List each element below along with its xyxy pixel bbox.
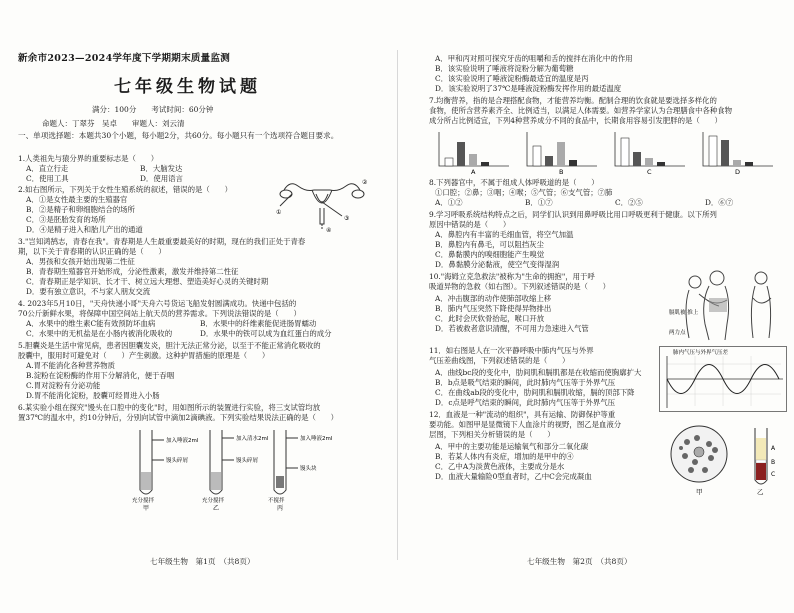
q1-stem: 1.人类祖先与猿分界的重要标志是（ ） — [18, 154, 159, 163]
pressure-curve-chart — [659, 346, 787, 412]
q3-option-a[interactable]: A．男孩和女孩开始出现第二性征 — [26, 257, 135, 266]
heimlich-label-1: 膈肌被 推上 — [669, 310, 699, 316]
exam-meta-authors: 命题人：丁翠芬 吴卓 审题人：刘云清 — [42, 119, 185, 128]
q2-option-a[interactable]: A．①是女性最主要的生殖器官 — [26, 195, 128, 204]
q9-stem-2: 原因中错误的是（ ） — [429, 220, 511, 229]
tube-1-block-label: 馒头碎屑 — [166, 458, 189, 464]
q11-stem-2: 气压差曲线图，下列叙述错误的是（ ） — [429, 356, 570, 365]
q4-option-b[interactable]: B．水果中的纤维素能促进肠胃蠕动 — [200, 319, 317, 328]
q10-option-b[interactable]: B．肺内气压突然下降使得异物排出 — [435, 304, 552, 313]
q12-option-b[interactable]: B．若某人体内有炎症，增加的是甲中的④ — [435, 452, 574, 461]
uterus-diagram — [276, 176, 368, 232]
q7-stem-2: 食物，使所含营养素齐全、比例适当，以满足人体需要。如营养学家认为合理膳食中各种食物 — [429, 106, 733, 115]
q6-option-a[interactable]: A．甲和丙对照可探究牙齿的咀嚼和舌的搅拌在消化中的作用 — [435, 54, 633, 63]
page-2-footer: 七年级生物 第2页 （共8页） — [527, 557, 632, 566]
tube-1-label: 加入唾液2ml — [166, 438, 199, 444]
q8-option-a[interactable]: A．①② — [435, 198, 463, 207]
q10-stem: 10."海姆立克急救法"被称为"生命的拥抱"，用于呼 — [429, 272, 595, 281]
q3-option-d[interactable]: D．要有独立意识，不与家人朋友交流 — [26, 287, 151, 296]
pressure-chart-title: 肺内气压与外界气压差 — [673, 350, 729, 356]
q1-option-d[interactable]: D．使用语言 — [140, 174, 183, 183]
q4-stem-2: 70公斤新鲜水果，将保障中国空间站上航天员的营养需求。下列说法错误的是（ ） — [18, 309, 301, 318]
heimlich-illustration — [669, 268, 787, 342]
q11-option-a[interactable]: A．曲线bc段的变化中，肋间肌和膈肌都是在收缩而使胸廓扩大 — [435, 368, 642, 377]
q9-option-b[interactable]: B．鼻腔内有鼻毛，可以阻挡灰尘 — [435, 240, 544, 249]
q4-stem: 4. 2023年5月10日，"天舟快递小哥"天舟六号货运飞船发射圆满成功。快递中包括的 — [18, 299, 297, 308]
q6-stem-2: 置37℃的温水中，约10分钟后，分别向试管中滴加2滴碘液。下列实验结果说法正确的是（ ） — [18, 413, 339, 422]
uterus-label-1: ① — [276, 209, 282, 216]
page-2 — [397, 0, 794, 613]
chart-b-label: B — [559, 168, 564, 176]
tube-3-block-label: 馒头块 — [300, 466, 317, 472]
q8-list: ①口腔；②鼻；③咽；④喉；⑤气管；⑥支气管；⑦肺 — [435, 188, 613, 197]
tube-2-block-label: 馒头碎屑 — [236, 458, 259, 464]
q2-option-b[interactable]: B．②是精子和卵细胞结合的场所 — [26, 205, 135, 214]
q4-option-d[interactable]: D．水果中的铁可以成为血红蛋白的成分 — [200, 329, 332, 338]
q2-option-d[interactable]: D．④是精子进入和胎儿产出的通道 — [26, 225, 143, 234]
q5-option-d[interactable]: D.胃不能消化淀粉，胶囊可经胃进入小肠 — [26, 391, 160, 400]
q5-option-a[interactable]: A.胃不能消化各种营养物质 — [26, 361, 115, 370]
tube-3-name: 丙 — [277, 505, 284, 512]
uterus-label-2: ② — [362, 179, 368, 186]
chart-a-label: A — [471, 168, 476, 176]
q11-option-b[interactable]: B．b点是吸气结束的瞬间，此时肺内气压等于外界气压 — [435, 378, 616, 387]
q5-stem-2: 胶囊中，服用时可避免对（ ）产生刺激。这种护胃措施的原理是（ ） — [18, 351, 270, 360]
q3-stem: 3."岂知鸿鹄志，青春在我"。青春期是人生最重要最美好的时期，现在的我们正处于青春 — [18, 237, 306, 246]
q10-option-a[interactable]: A．冲击腹部的动作使肺部收缩上移 — [435, 294, 552, 303]
q5-option-c[interactable]: C.胃对淀粉有分泌功能 — [26, 381, 101, 390]
exam-title: 七年级生物试题 — [114, 77, 261, 97]
q6-option-d[interactable]: D．该实验说明了37℃是唾液淀粉酶发挥作用的最适温度 — [435, 84, 622, 93]
q1-option-c[interactable]: C．使用工具 — [26, 174, 69, 183]
q5-option-b[interactable]: B.淀粉在淀粉酶的作用下分解消化，便于吞咽 — [26, 371, 175, 380]
blood-layer-a: A — [771, 445, 776, 452]
section-1-heading: 一、单项选择题：本题共30个小题，每小题2分，共60分。每小题只有一个选项符合题目要求。 — [18, 131, 339, 140]
nutrition-bar-charts — [433, 128, 783, 174]
chart-d-label: D — [735, 168, 741, 176]
q4-option-c[interactable]: C．水果中的无机盐是在小肠内被消化吸收的 — [26, 329, 173, 338]
blood-fig-2-label: 乙 — [757, 488, 764, 496]
exam-meta-score-time: 满分：100分 考试时间：60分钟 — [92, 105, 214, 114]
uterus-label-4: ④ — [326, 227, 332, 234]
tube-1-name: 甲 — [143, 505, 150, 512]
blood-layer-b: B — [771, 459, 776, 466]
q9-option-a[interactable]: A．鼻腔内有丰富的毛细血管，将空气加温 — [435, 230, 574, 239]
q3-option-b[interactable]: B．青春期生殖器官开始形成，分泌性激素，激发并维持第二性征 — [26, 267, 239, 276]
q3-option-c[interactable]: C．青春期正是学知识、长才干、树立远大理想、塑造美好心灵的关键时期 — [26, 277, 269, 286]
q10-option-d[interactable]: D．若被救者意识清醒，不可用力急速进入气管 — [435, 324, 589, 333]
page-1-footer: 七年级生物 第1页 （共8页） — [150, 557, 255, 566]
q10-option-c[interactable]: C．此时会厌软骨抬起，喉口开放 — [435, 314, 545, 323]
q5-stem: 5.胆囊炎是生活中常见病，患者因胆囊发炎，胆汁无法正常分泌，以至于不能正常消化吸收的 — [18, 341, 321, 350]
q6-option-b[interactable]: B．该实验说明了唾液将淀粉分解为葡萄糖 — [435, 64, 574, 73]
q10-stem-2: 吸道异物的急救（如右图）。下列叙述错误的是（ ） — [429, 282, 611, 291]
q4-option-a[interactable]: A．水果中的维生素C能有效预防坏血病 — [26, 319, 156, 328]
blood-smear-diagram — [667, 422, 783, 498]
q12-option-c[interactable]: C．乙中A为淡黄色液体，主要成分是水 — [435, 462, 565, 471]
q1-option-b[interactable]: B．大脑发达 — [140, 164, 183, 173]
q12-option-d[interactable]: D．血液大量输险0型血者时，乙中C会完成凝血 — [435, 472, 592, 481]
tube-2-caption: 充分搅拌 — [202, 498, 225, 504]
q11-option-c[interactable]: C．在曲线ab段的变化中，肋间肌和膈肌收缩，膈的顶部下降 — [435, 388, 635, 397]
q8-stem: 8.下列器官中，不属于组成人体呼吸道的是（ ） — [429, 178, 599, 187]
q9-stem: 9.学习呼吸系统结构特点之后，同学们认识到用鼻呼吸比用口呼吸更利于健康。以下所列 — [429, 210, 717, 219]
q6-stem: 6.某实验小组在探究"馒头在口腔中的变化"时，用如图所示的装置进行实验，将三支试管均放 — [18, 403, 321, 412]
test-tube-diagram — [118, 424, 333, 512]
q9-option-d[interactable]: D．鼻黏膜分泌黏液，使空气变得湿润 — [435, 260, 560, 269]
q11-stem: 11．如右图是人在一次平静呼吸中肺内气压与外界 — [429, 346, 594, 355]
q7-stem: 7.均衡营养，指的是合理搭配食物，才能营养均衡。配制合理的饮食就是要选择多样化的 — [429, 96, 717, 105]
q12-stem-2: 要功能。如图甲是显微镜下人血涂片的视野，图乙是血液分 — [429, 420, 622, 429]
heimlich-label-2: 两力点 — [669, 330, 686, 336]
q3-stem-2: 期，以下关于青春期的认识正确的是（ ） — [18, 247, 166, 256]
chart-c-label: C — [647, 168, 652, 176]
q12-stem: 12．血液是一种"流动的组织"，具有运输、防御保护等重 — [429, 410, 616, 419]
q2-stem: 2.如右图所示，下列关于女性生殖系统的叙述，错误的是（ ） — [18, 185, 232, 194]
q11-option-d[interactable]: D．c点是呼气结束的瞬间，此时肺内气压等于外界气压 — [435, 398, 616, 407]
q7-stem-3: 成分所占比例适宜，下列4种营养成分不同的食品中，长期食用容易引发肥胖的是（ ） — [429, 116, 722, 125]
q2-option-c[interactable]: C．③是胚胎发育的场所 — [26, 215, 106, 224]
tube-2-label: 加入清水2ml — [236, 436, 269, 442]
tube-2-name: 乙 — [213, 505, 220, 512]
q6-option-c[interactable]: C．该实验说明了唾液淀粉酶最适宜的温度是丙 — [435, 74, 589, 83]
q12-option-a[interactable]: A．甲中的主要功能是运输氧气和部分二氧化碳 — [435, 442, 589, 451]
q9-option-c[interactable]: C．鼻黏膜内的嗅细胞能产生嗅觉 — [435, 250, 545, 259]
q8-option-d[interactable]: D．⑥⑦ — [705, 198, 734, 207]
blood-fig-1-label: 甲 — [696, 488, 703, 496]
blood-layer-c: C — [771, 471, 776, 478]
exam-header-line: 新余市2023—2024学年度下学期期末质量监测 — [18, 53, 231, 64]
q8-option-c[interactable]: C．②⑤ — [615, 198, 643, 207]
tube-1-caption: 充分搅拌 — [132, 498, 155, 504]
tube-3-label: 加入唾液2ml — [300, 436, 333, 442]
tube-3-caption: 不搅拌 — [268, 498, 285, 504]
q1-option-a[interactable]: A．直立行走 — [26, 164, 69, 173]
q12-stem-3: 层图，下列相关分析错误的是（ ） — [429, 430, 555, 439]
q8-option-b[interactable]: B．①⑦ — [525, 198, 553, 207]
uterus-label-3: ③ — [344, 215, 350, 222]
